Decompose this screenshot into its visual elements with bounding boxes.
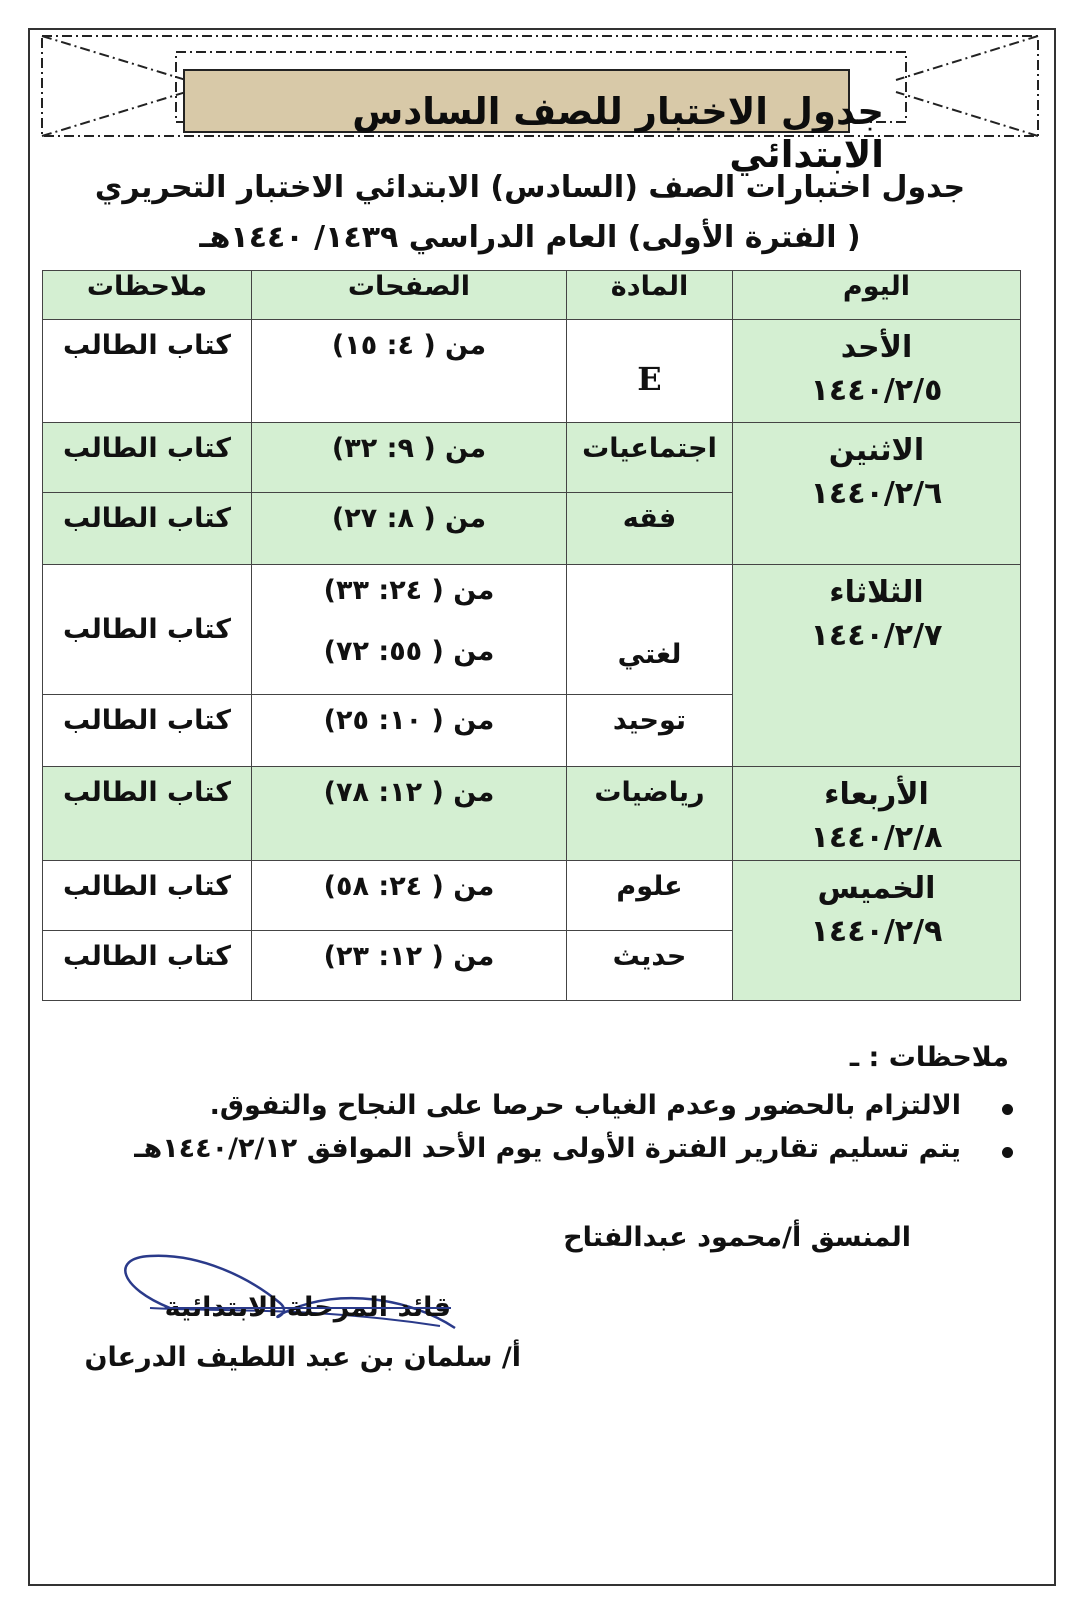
leader-title: قائد المرحلة الابتدائية	[164, 1292, 451, 1323]
note-text: الالتزام بالحضور وعدم الغياب حرصا على النجاح والتفوق.	[209, 1090, 961, 1121]
day-cell	[733, 767, 1021, 861]
subject-cell	[567, 493, 733, 565]
table-header-row	[43, 271, 1021, 320]
notes-cell	[43, 695, 252, 767]
subject-text: لغتي	[617, 639, 682, 670]
day-date: ١٤٤٠/٢/٥	[810, 373, 943, 408]
coordinator-name: المنسق أ/محمود عبدالفتاح	[563, 1222, 911, 1253]
subject-cell	[567, 931, 733, 1001]
pages-cell	[252, 931, 567, 1001]
exam-schedule-table	[42, 270, 1021, 1001]
pages-cell	[252, 695, 567, 767]
pages-cell	[252, 493, 567, 565]
subject-text: رياضيات	[594, 777, 705, 808]
table-row	[43, 565, 1021, 695]
subject-cell	[567, 320, 733, 423]
notes-text: كتاب الطالب	[63, 777, 231, 808]
table-row	[43, 861, 1021, 931]
table-row	[43, 320, 1021, 423]
day-name: الأربعاء	[824, 777, 929, 812]
day-date: ١٤٤٠/٢/٩	[810, 914, 943, 949]
day-name: الثلاثاء	[829, 575, 924, 610]
notes-cell	[43, 931, 252, 1001]
subject-text: فقه	[622, 503, 677, 534]
list-item	[134, 1090, 961, 1121]
notes-text: كتاب الطالب	[63, 871, 231, 902]
day-date: ١٤٤٠/٢/٨	[810, 820, 943, 855]
day-name: الاثنين	[828, 433, 925, 468]
note-text: يتم تسليم تقارير الفترة الأولى يوم الأحد الموافق ١٤٤٠/٢/١٢هـ	[134, 1133, 961, 1164]
pages-text: من ( ٢٤: ٣٣)	[323, 575, 495, 606]
table-row	[43, 423, 1021, 493]
day-name: الأحد	[840, 330, 913, 365]
subject-cell	[567, 767, 733, 861]
pages-cell	[252, 320, 567, 423]
pages-cell	[252, 861, 567, 931]
pages-text: من ( ١٢: ٢٣)	[323, 941, 495, 972]
notes-cell	[43, 320, 252, 423]
day-cell	[733, 565, 1021, 767]
notes-text: كتاب الطالب	[63, 705, 231, 736]
pages-text-2: من ( ٥٥: ٧٢)	[323, 636, 495, 667]
schedule-subheading: ( الفترة الأولى) العام الدراسي ١٤٣٩/ ١٤٤٠هـ	[199, 220, 861, 255]
pages-text: من ( ٩: ٣٢)	[331, 433, 487, 464]
day-cell	[733, 320, 1021, 423]
notes-cell	[43, 767, 252, 861]
notes-text: كتاب الطالب	[63, 330, 231, 361]
notes-cell	[43, 861, 252, 931]
notes-text: كتاب الطالب	[63, 941, 231, 972]
subject-cell	[567, 423, 733, 493]
notes-list	[134, 1090, 961, 1176]
notes-title: ملاحظات : ـ	[849, 1042, 1009, 1073]
header-day: اليوم	[733, 271, 1021, 320]
subject-text: توحيد	[612, 705, 687, 736]
subject-cell	[567, 565, 733, 695]
pages-cell	[252, 767, 567, 861]
day-name: الخميس	[817, 871, 936, 906]
pages-text: من ( ٨: ٢٧)	[331, 503, 487, 534]
banner-title: جدول الاختبار للصف السادس الابتدائي	[352, 90, 884, 176]
subject-text: اجتماعيات	[582, 433, 717, 464]
notes-cell	[43, 423, 252, 493]
day-date: ١٤٤٠/٢/٧	[810, 618, 943, 653]
notes-cell	[43, 565, 252, 695]
list-item	[134, 1133, 961, 1164]
pages-cell	[252, 565, 567, 695]
header-subject: المادة	[567, 271, 733, 320]
notes-cell	[43, 493, 252, 565]
notes-text: كتاب الطالب	[63, 614, 231, 645]
pages-cell	[252, 423, 567, 493]
header-pages: الصفحات	[252, 271, 567, 320]
day-date: ١٤٤٠/٢/٦	[810, 476, 943, 511]
table-row	[43, 767, 1021, 861]
subject-cell	[567, 861, 733, 931]
leader-name: أ/ سلمان بن عبد اللطيف الدرعان	[84, 1342, 521, 1373]
schedule-heading: جدول اختبارات الصف (السادس) الابتدائي الاختبار التحريري	[94, 170, 966, 205]
bullet-icon	[1002, 1104, 1013, 1115]
pages-text: من ( ٤: ١٥)	[331, 330, 487, 361]
subject-text: حديث	[612, 941, 687, 972]
day-cell	[733, 423, 1021, 565]
notes-text: كتاب الطالب	[63, 503, 231, 534]
subject-cell	[567, 695, 733, 767]
title-banner	[36, 32, 1046, 176]
bullet-icon	[1002, 1147, 1013, 1158]
pages-text: من ( ٢٤: ٥٨)	[323, 871, 495, 902]
pages-text: من ( ١٠: ٢٥)	[323, 705, 495, 736]
pages-text: من ( ١٢: ٧٨)	[323, 777, 495, 808]
header-notes: ملاحظات	[43, 271, 252, 320]
subject-text: E	[637, 360, 662, 398]
day-cell	[733, 861, 1021, 1001]
subject-text: علوم	[616, 871, 683, 902]
notes-text: كتاب الطالب	[63, 433, 231, 464]
